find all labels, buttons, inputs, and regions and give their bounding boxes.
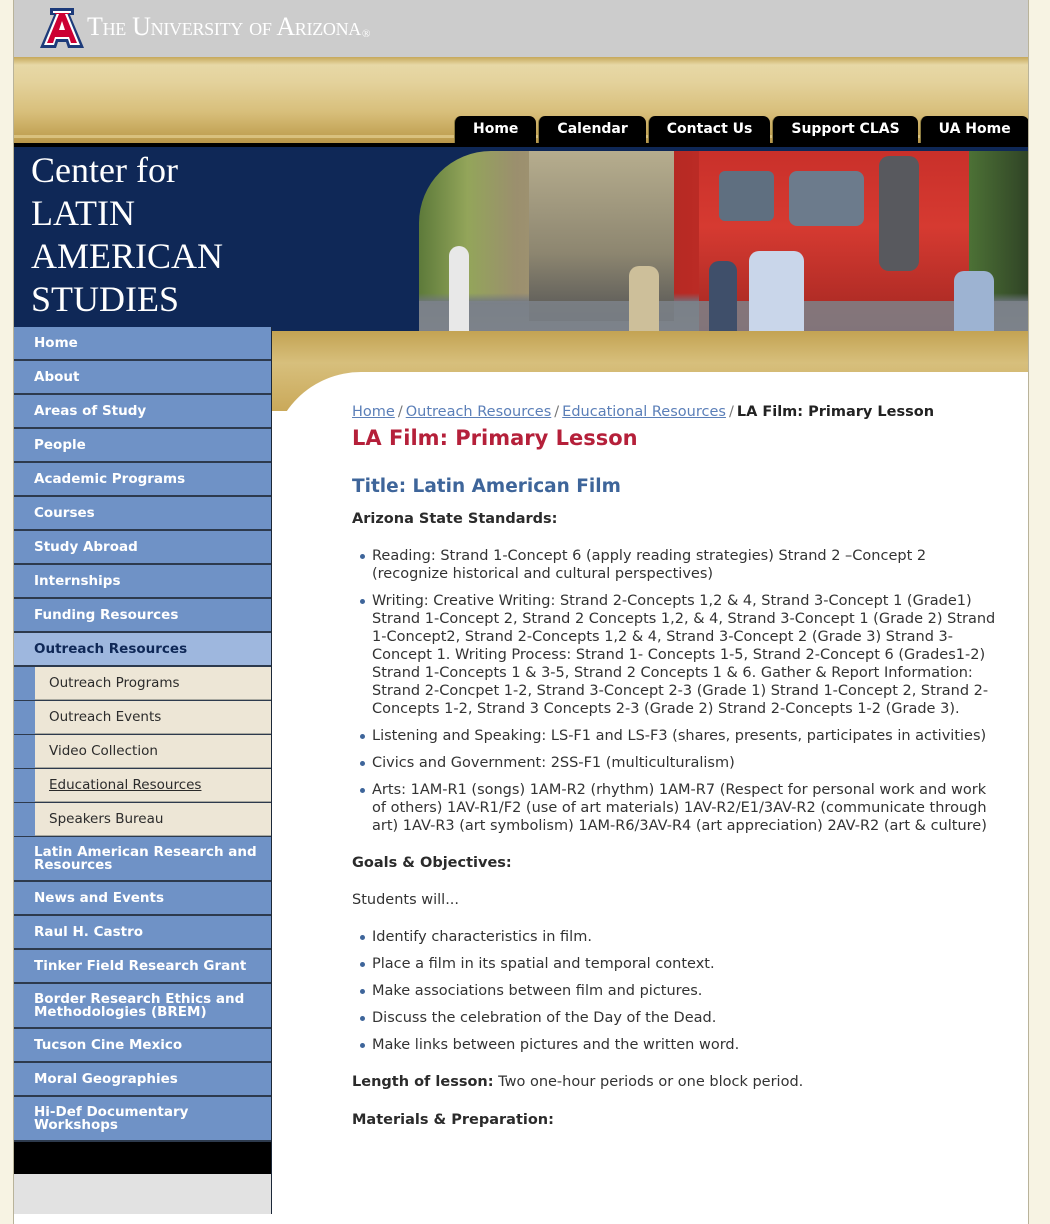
breadcrumb-outreach-resources[interactable]: Outreach Resources bbox=[405, 404, 552, 420]
sidebar-item-internships[interactable]: Internships bbox=[14, 565, 271, 599]
list-item: Discuss the celebration of the Day of the Dead. bbox=[352, 1009, 1002, 1027]
site-title-line: LATIN bbox=[31, 193, 135, 233]
sidebar-subitem-video-collection[interactable] bbox=[14, 735, 271, 769]
breadcrumb-separator: / bbox=[554, 404, 560, 420]
site-banner bbox=[14, 143, 1028, 331]
page-title: LA Film: Primary Lesson bbox=[352, 426, 638, 450]
lesson-length-value: Two one-hour periods or one block period. bbox=[498, 1074, 804, 1090]
sidebar-item-study-abroad[interactable]: Study Abroad bbox=[14, 531, 271, 565]
list-item: Arts: 1AM-R1 (songs) 1AM-R2 (rhythm) 1AM-R7 (Respect for personal work and work of others) 1AV-R1/F2 (use of art materials) 1AV-R2/E1/3AV-R2 (communicate through art) 1AV-R3 (art symbolism) 1AM-R6/3AV-R4 (art appreciation) 2AV-R2 (art & culture) bbox=[352, 781, 1002, 835]
sidebar-item-funding-resources[interactable]: Funding Resources bbox=[14, 599, 271, 633]
list-item: Reading: Strand 1-Concept 6 (apply reading strategies) Strand 2 –Concept 2 (recognize historical and cultural perspectives) bbox=[352, 547, 1002, 583]
ua-wordmark-text: The University of Arizona bbox=[87, 12, 361, 41]
list-item: Identify characteristics in film. bbox=[352, 928, 1002, 946]
standards-heading: Arizona State Standards: bbox=[352, 511, 558, 527]
sidebar-item-hi-def-documentary-workshops[interactable]: Hi-Def Documentary Workshops bbox=[14, 1097, 271, 1142]
breadcrumb-home[interactable]: Home bbox=[352, 404, 395, 420]
materials-heading: Materials & Preparation: bbox=[352, 1112, 554, 1128]
lesson-length bbox=[352, 1074, 1002, 1090]
goals-intro: Students will... bbox=[352, 892, 460, 908]
sidebar-item-academic-programs[interactable]: Academic Programs bbox=[14, 463, 271, 497]
sidebar-subitem-outreach-programs[interactable] bbox=[14, 667, 271, 701]
lesson-title: Title: Latin American Film bbox=[352, 476, 621, 497]
sidebar-subitem-label[interactable]: Video Collection bbox=[35, 735, 271, 768]
top-nav-contact-us[interactable]: Contact Us bbox=[648, 116, 771, 143]
sidebar-subitem-educational-resources[interactable] bbox=[14, 769, 271, 803]
sidebar-item-la-research-resources[interactable]: Latin American Research and Resources bbox=[14, 837, 271, 882]
sidebar-subitem-label[interactable]: Speakers Bureau bbox=[35, 803, 271, 836]
sidebar-item-about[interactable]: About bbox=[14, 361, 271, 395]
site-title-line: AMERICAN bbox=[31, 236, 224, 276]
list-item: Writing: Creative Writing: Strand 2-Concepts 1,2 & 4, Strand 3-Concept 1 (Grade1) Strand 1-Concept 2, Strand 2 Concepts 1,2, & 4, Strand 3-Concept 1 (Grade 2) Strand 1-Concept2, Strand 2-Concepts 1,2 & 4, Strand 3-Concept 2 (Grade 3) Strand 3-Concept 1. Writing Process: Strand 1- Concepts 1-5, Strand 2-Concept 6 (Grades1-2) Strand 1-Concepts 1 & 3-5, Strand 2 Concepts 1 & 6. Gather & Report Information: Strand 2-Concpet 1-2, Strand 3-Concept 2-3 (Grade 1) Strand 1-Concept 2, Strand 2-Concepts 1-2, Strand 3 Concepts 2-3 (Grade 2) Strand 2-Concepts 1-2 (Grade 3). bbox=[352, 592, 1002, 718]
list-item: Make links between pictures and the written word. bbox=[352, 1036, 1002, 1054]
list-item: Listening and Speaking: LS-F1 and LS-F3 (shares, presents, participates in activities) bbox=[352, 727, 1002, 745]
sidebar-item-tinker-field-research-grant[interactable]: Tinker Field Research Grant bbox=[14, 950, 271, 984]
sidebar-item-areas-of-study[interactable]: Areas of Study bbox=[14, 395, 271, 429]
sidebar-item-moral-geographies[interactable]: Moral Geographies bbox=[14, 1063, 271, 1097]
sidebar-item-news-and-events[interactable]: News and Events bbox=[14, 882, 271, 916]
top-nav-ua-home[interactable]: UA Home bbox=[920, 116, 1029, 143]
sidebar-item-brem[interactable]: Border Research Ethics and Methodologies (BREM) bbox=[14, 984, 271, 1029]
photo-person bbox=[879, 156, 919, 271]
standards-list bbox=[352, 547, 1002, 835]
list-item: Civics and Government: 2SS-F1 (multiculturalism) bbox=[352, 754, 1002, 772]
main-content bbox=[352, 404, 1002, 1128]
site-title-line: STUDIES bbox=[31, 279, 180, 319]
lesson-length-label: Length of lesson: bbox=[352, 1074, 494, 1090]
ua-header-bar bbox=[14, 0, 1028, 57]
list-item: Place a film in its spatial and temporal context. bbox=[352, 955, 1002, 973]
page-container bbox=[13, 0, 1029, 1224]
top-nav bbox=[454, 116, 1029, 143]
ua-block-a-logo-icon[interactable] bbox=[40, 8, 84, 48]
site-title-line: Center for bbox=[31, 150, 178, 190]
sidebar-subitem-speakers-bureau[interactable] bbox=[14, 803, 271, 837]
breadcrumb-separator: / bbox=[728, 404, 734, 420]
top-nav-home[interactable]: Home bbox=[454, 116, 536, 143]
sidebar-footer-grey-bar bbox=[14, 1174, 271, 1214]
sidebar-subitem-label[interactable]: Educational Resources bbox=[35, 769, 271, 802]
registered-mark: ® bbox=[362, 28, 371, 40]
sidebar-item-home[interactable]: Home bbox=[14, 327, 271, 361]
sidebar-nav bbox=[14, 327, 272, 1214]
sidebar-subitem-label[interactable]: Outreach Programs bbox=[35, 667, 271, 700]
sidebar-subitem-label[interactable]: Outreach Events bbox=[35, 701, 271, 734]
sidebar-item-tucson-cine-mexico[interactable]: Tucson Cine Mexico bbox=[14, 1029, 271, 1063]
list-item: Make associations between film and pictures. bbox=[352, 982, 1002, 1000]
sidebar-item-people[interactable]: People bbox=[14, 429, 271, 463]
goals-list bbox=[352, 928, 1002, 1054]
photo-bus-window bbox=[789, 171, 864, 226]
site-title[interactable] bbox=[31, 149, 223, 321]
breadcrumb bbox=[352, 404, 1002, 420]
photo-person bbox=[449, 246, 469, 341]
breadcrumb-separator: / bbox=[397, 404, 403, 420]
photo-bus-window bbox=[719, 171, 774, 221]
sidebar-item-courses[interactable]: Courses bbox=[14, 497, 271, 531]
sidebar-footer-black-bar bbox=[14, 1142, 271, 1174]
sidebar-item-raul-h-castro[interactable]: Raul H. Castro bbox=[14, 916, 271, 950]
banner-photo-bus-scene bbox=[419, 151, 1028, 358]
goals-heading: Goals & Objectives: bbox=[352, 855, 512, 871]
top-nav-support-clas[interactable]: Support CLAS bbox=[772, 116, 917, 143]
ua-wordmark[interactable] bbox=[87, 12, 370, 42]
sidebar-subitem-outreach-events[interactable] bbox=[14, 701, 271, 735]
sidebar-item-outreach-resources[interactable]: Outreach Resources bbox=[14, 633, 271, 667]
breadcrumb-educational-resources[interactable]: Educational Resources bbox=[562, 404, 726, 420]
top-nav-calendar[interactable]: Calendar bbox=[538, 116, 645, 143]
breadcrumb-current: LA Film: Primary Lesson bbox=[736, 404, 935, 420]
